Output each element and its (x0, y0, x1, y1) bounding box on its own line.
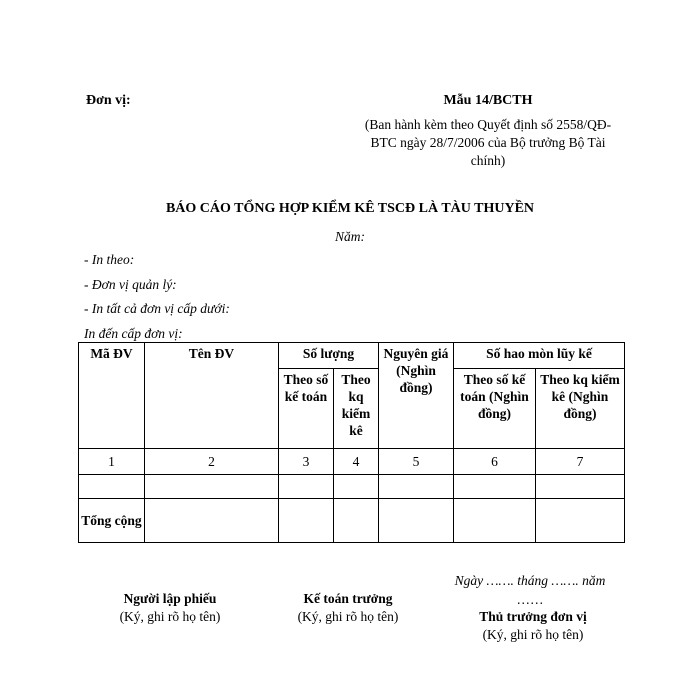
preparer-signature (100, 590, 240, 626)
table-cell (454, 499, 536, 543)
head-signature (453, 608, 613, 644)
header-sl-theo-so-ke-toan: Theo số kế toán (279, 369, 334, 449)
table-row (79, 475, 625, 499)
header-so-luong: Số lượng (279, 343, 379, 369)
report-table (78, 342, 625, 543)
chief-accountant-title: Kế toán trưởng (303, 591, 393, 606)
header-sl-theo-kq-kiem-ke: Theo kq kiểm kê (334, 369, 379, 449)
table-cell (145, 499, 279, 543)
year-label: Năm: (335, 229, 365, 244)
table-cell (79, 475, 145, 499)
table-cell (536, 499, 625, 543)
table-cell (279, 499, 334, 543)
total-row (79, 499, 625, 543)
head-note: (Ký, ghi rõ họ tên) (482, 627, 584, 642)
table-cell (279, 475, 334, 499)
header-hm-theo-so-ke-toan: Theo số kế toán (Nghìn đồng) (454, 369, 536, 449)
col-number: 6 (454, 449, 536, 475)
table-cell (536, 475, 625, 499)
option-print-to-level: In đến cấp đơn vị: (84, 326, 183, 341)
option-managing-unit: - Đơn vị quản lý: (84, 277, 177, 292)
head-title: Thủ trưởng đơn vị (479, 609, 587, 624)
header-hm-theo-kq-kiem-ke: Theo kq kiểm kê (Nghìn đồng) (536, 369, 625, 449)
unit-label: Đơn vị: (86, 93, 131, 108)
date-dots: …… (516, 592, 544, 607)
table-cell (379, 475, 454, 499)
preparer-title: Người lập phiếu (123, 591, 217, 606)
header-ten-dv: Tên ĐV (145, 343, 279, 449)
col-number: 5 (379, 449, 454, 475)
form-note: (Ban hành kèm theo Quyết định số 2558/QĐ-BTC ngày 28/7/2006 của Bộ trưởng Bộ Tài chính) (364, 117, 612, 168)
col-number: 1 (79, 449, 145, 475)
column-number-row (79, 449, 625, 475)
header-so-hao-mon: Số hao mòn lũy kế (454, 343, 625, 369)
col-number: 4 (334, 449, 379, 475)
col-number: 2 (145, 449, 279, 475)
table-cell (334, 475, 379, 499)
header-ma-dv: Mã ĐV (79, 343, 145, 449)
preparer-note: (Ký, ghi rõ họ tên) (119, 609, 221, 624)
table-cell (379, 499, 454, 543)
date-line: Ngày ……. tháng ……. năm (454, 573, 606, 588)
chief-accountant-signature (278, 590, 418, 626)
option-print-by: - In theo: (84, 252, 135, 267)
table-cell (454, 475, 536, 499)
option-all-subunits: - In tất cả đơn vị cấp dưới: (84, 301, 230, 316)
chief-accountant-note: (Ký, ghi rõ họ tên) (297, 609, 399, 624)
table-cell (145, 475, 279, 499)
total-label: Tổng cộng (79, 499, 145, 543)
table-cell (334, 499, 379, 543)
report-title: BÁO CÁO TỔNG HỢP KIỂM KÊ TSCĐ LÀ TÀU THUYỀN (165, 201, 535, 216)
col-number: 7 (536, 449, 625, 475)
col-number: 3 (279, 449, 334, 475)
header-nguyen-gia: Nguyên giá (Nghìn đồng) (379, 343, 454, 449)
form-code: Mẫu 14/BCTH (443, 93, 533, 108)
